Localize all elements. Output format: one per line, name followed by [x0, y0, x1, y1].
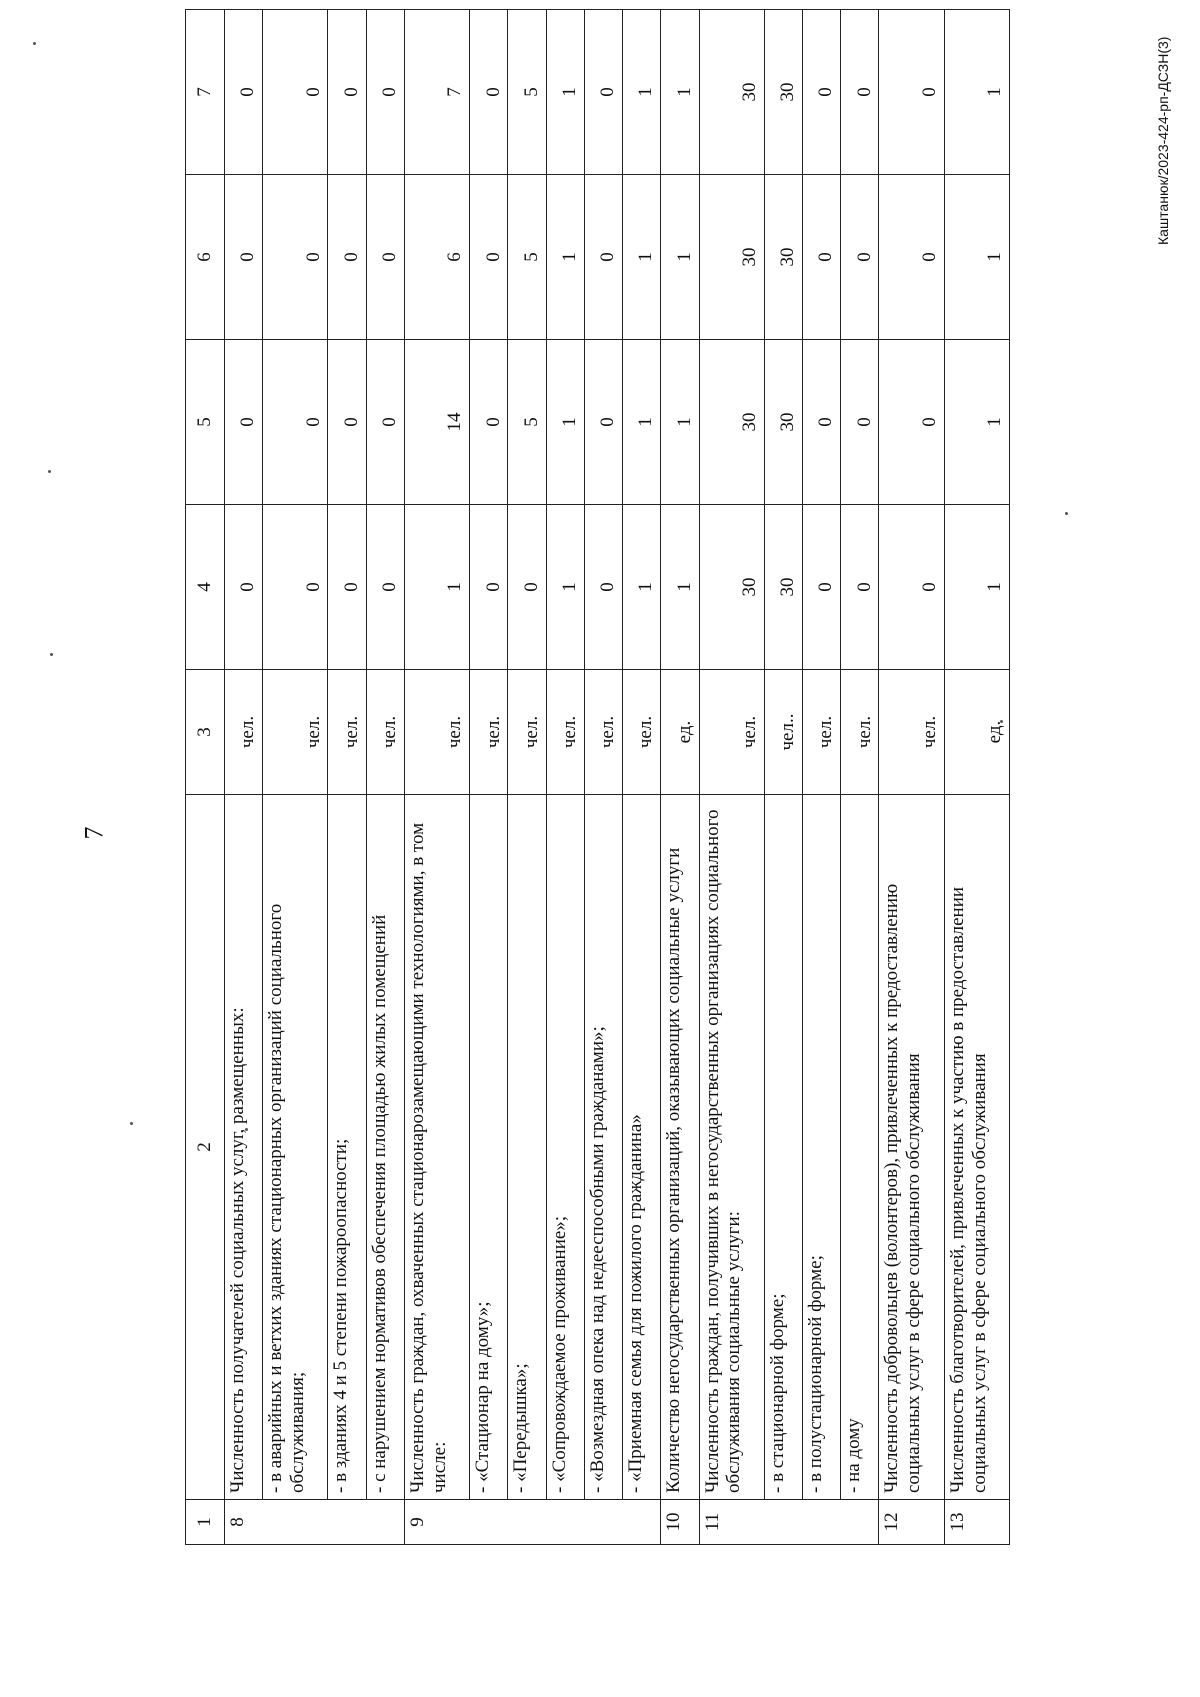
value-col4-cell: 0: [328, 505, 366, 670]
value-col5-cell: 0: [328, 340, 366, 505]
value-col6-cell: 0: [841, 175, 879, 340]
value-col7-cell: 1: [661, 10, 699, 175]
indicator-description-cell: - «Стационар на дому»;: [470, 795, 508, 1500]
value-col6-cell: 0: [263, 175, 328, 340]
table-row: [366, 10, 404, 1545]
unit-cell: чел.: [225, 670, 263, 795]
unit-cell: чел.: [508, 670, 546, 795]
table-row: [944, 10, 1009, 1545]
value-col7-cell: 0: [328, 10, 366, 175]
value-col4-cell: 0: [803, 505, 841, 670]
unit-cell: ед.: [661, 670, 699, 795]
value-col4-cell: 0: [263, 505, 328, 670]
unit-cell: чел.: [404, 670, 469, 795]
value-col5-cell: 0: [584, 340, 622, 505]
table-row: [879, 10, 944, 1545]
value-col4-cell: 0: [879, 505, 944, 670]
unit-cell: чел.: [470, 670, 508, 795]
scan-speck: [1065, 512, 1068, 515]
value-col7-cell: 0: [263, 10, 328, 175]
unit-cell: чел..: [764, 670, 802, 795]
indicator-description-cell: Численность получателей социальных услуг, размещенных:: [225, 795, 263, 1500]
value-col4-cell: 1: [404, 505, 469, 670]
table-row: [225, 10, 263, 1545]
table-row: [328, 10, 366, 1545]
row-number-cell: 11: [699, 1500, 879, 1545]
unit-cell: ед.: [944, 670, 1009, 795]
row-number-cell: 9: [404, 1500, 660, 1545]
table-row: [584, 10, 622, 1545]
value-col5-cell: 0: [879, 340, 944, 505]
document-stamp: Каштанюк/2023-424-рп-ДСЗН(3): [1155, 36, 1171, 245]
indicators-table: [185, 9, 1010, 1545]
header-cell: 5: [186, 340, 225, 505]
value-col5-cell: 1: [546, 340, 584, 505]
indicator-description-cell: Численность благотворителей, привлеченных к участию в предоставлении социальных услуг в сфере социального обслуживания: [944, 795, 1009, 1500]
row-number-cell: 13: [944, 1500, 1009, 1545]
value-col7-cell: 0: [366, 10, 404, 175]
value-col4-cell: 1: [944, 505, 1009, 670]
table-row: [699, 10, 764, 1545]
header-cell: 3: [186, 670, 225, 795]
indicator-description-cell: - «Сопровождаемое проживание»;: [546, 795, 584, 1500]
value-col4-cell: 1: [623, 505, 661, 670]
value-col5-cell: 0: [470, 340, 508, 505]
table-container: [185, 10, 1010, 1545]
value-col7-cell: 1: [546, 10, 584, 175]
value-col5-cell: 30: [699, 340, 764, 505]
table-row: [623, 10, 661, 1545]
header-cell: 4: [186, 505, 225, 670]
indicator-description-cell: - в зданиях 4 и 5 степени пожароопасности;: [328, 795, 366, 1500]
value-col6-cell: 1: [944, 175, 1009, 340]
indicator-description-cell: Количество негосударственных организаций, оказывающих социальные услуги: [661, 795, 699, 1500]
page-number: 7: [79, 826, 109, 840]
unit-cell: чел.: [879, 670, 944, 795]
unit-cell: чел.: [263, 670, 328, 795]
value-col5-cell: 0: [263, 340, 328, 505]
indicator-description-cell: - в стационарной форме;: [764, 795, 802, 1500]
value-col6-cell: 30: [764, 175, 802, 340]
table-row: [404, 10, 469, 1545]
value-col7-cell: 30: [699, 10, 764, 175]
table-row: [661, 10, 699, 1545]
unit-cell: чел.: [803, 670, 841, 795]
header-row: [186, 10, 225, 1545]
unit-cell: чел.: [366, 670, 404, 795]
table-row: [508, 10, 546, 1545]
value-col4-cell: 30: [764, 505, 802, 670]
scan-speck: [48, 470, 51, 473]
header-cell: 6: [186, 175, 225, 340]
value-col5-cell: 30: [764, 340, 802, 505]
table-row: [764, 10, 802, 1545]
table-row: [546, 10, 584, 1545]
unit-cell: чел.: [328, 670, 366, 795]
value-col6-cell: 0: [366, 175, 404, 340]
value-col4-cell: 30: [699, 505, 764, 670]
value-col6-cell: 6: [404, 175, 469, 340]
header-cell: 2: [186, 795, 225, 1500]
value-col7-cell: 0: [879, 10, 944, 175]
value-col6-cell: 1: [546, 175, 584, 340]
row-number-cell: 12: [879, 1500, 944, 1545]
value-col6-cell: 0: [328, 175, 366, 340]
value-col5-cell: 0: [841, 340, 879, 505]
table-row: [263, 10, 328, 1545]
value-col6-cell: 0: [470, 175, 508, 340]
value-col5-cell: 14: [404, 340, 469, 505]
indicator-description-cell: - в полустационарной форме;: [803, 795, 841, 1500]
value-col5-cell: 0: [803, 340, 841, 505]
value-col5-cell: 1: [661, 340, 699, 505]
unit-cell: чел.: [841, 670, 879, 795]
value-col4-cell: 0: [366, 505, 404, 670]
value-col4-cell: 1: [546, 505, 584, 670]
indicator-description-cell: - «Возмездная опека над недееспособными гражданами»;: [584, 795, 622, 1500]
indicator-description-cell: - «Передышка»;: [508, 795, 546, 1500]
value-col5-cell: 1: [623, 340, 661, 505]
value-col6-cell: 0: [803, 175, 841, 340]
value-col7-cell: 7: [404, 10, 469, 175]
scan-speck: [33, 42, 36, 45]
value-col6-cell: 1: [661, 175, 699, 340]
indicator-description-cell: Численность добровольцев (волонтеров), привлеченных к предоставлению социальных услуг в сфере социального обслуживания: [879, 795, 944, 1500]
value-col6-cell: 0: [225, 175, 263, 340]
value-col5-cell: 5: [508, 340, 546, 505]
scan-speck: [50, 653, 53, 656]
unit-cell: чел.: [623, 670, 661, 795]
value-col6-cell: 5: [508, 175, 546, 340]
value-col7-cell: 1: [944, 10, 1009, 175]
header-cell: 1: [186, 1500, 225, 1545]
value-col6-cell: 30: [699, 175, 764, 340]
value-col7-cell: 5: [508, 10, 546, 175]
value-col7-cell: 0: [470, 10, 508, 175]
value-col7-cell: 0: [803, 10, 841, 175]
scan-speck: [130, 1122, 133, 1125]
value-col6-cell: 1: [623, 175, 661, 340]
value-col5-cell: 1: [944, 340, 1009, 505]
row-number-cell: 8: [225, 1500, 405, 1545]
table-row: [470, 10, 508, 1545]
unit-cell: чел.: [546, 670, 584, 795]
value-col4-cell: 0: [470, 505, 508, 670]
indicator-description-cell: Численность граждан, охваченных стационарозамещающими технологиями, в том числе:: [404, 795, 469, 1500]
value-col5-cell: 0: [366, 340, 404, 505]
value-col4-cell: 0: [225, 505, 263, 670]
table-row: [841, 10, 879, 1545]
unit-cell: чел.: [699, 670, 764, 795]
value-col4-cell: 0: [584, 505, 622, 670]
indicator-description-cell: - «Приемная семья для пожилого гражданина»: [623, 795, 661, 1500]
value-col4-cell: 0: [508, 505, 546, 670]
indicator-description-cell: - на дому: [841, 795, 879, 1500]
indicator-description-cell: - с нарушением нормативов обеспечения площадью жилых помещений: [366, 795, 404, 1500]
value-col5-cell: 0: [225, 340, 263, 505]
value-col7-cell: 0: [225, 10, 263, 175]
value-col7-cell: 30: [764, 10, 802, 175]
value-col4-cell: 0: [841, 505, 879, 670]
value-col4-cell: 1: [661, 505, 699, 670]
value-col7-cell: 0: [841, 10, 879, 175]
unit-cell: чел.: [584, 670, 622, 795]
header-cell: 7: [186, 10, 225, 175]
value-col6-cell: 0: [584, 175, 622, 340]
value-col6-cell: 0: [879, 175, 944, 340]
value-col7-cell: 1: [623, 10, 661, 175]
value-col7-cell: 0: [584, 10, 622, 175]
indicator-description-cell: - в аварийных и ветхих зданиях стационарных организаций социального обслуживания;: [263, 795, 328, 1500]
row-number-cell: 10: [661, 1500, 699, 1545]
indicator-description-cell: Численность граждан, получивших в негосударственных организациях социального обслуживания социальные услуги:: [699, 795, 764, 1500]
table-row: [803, 10, 841, 1545]
